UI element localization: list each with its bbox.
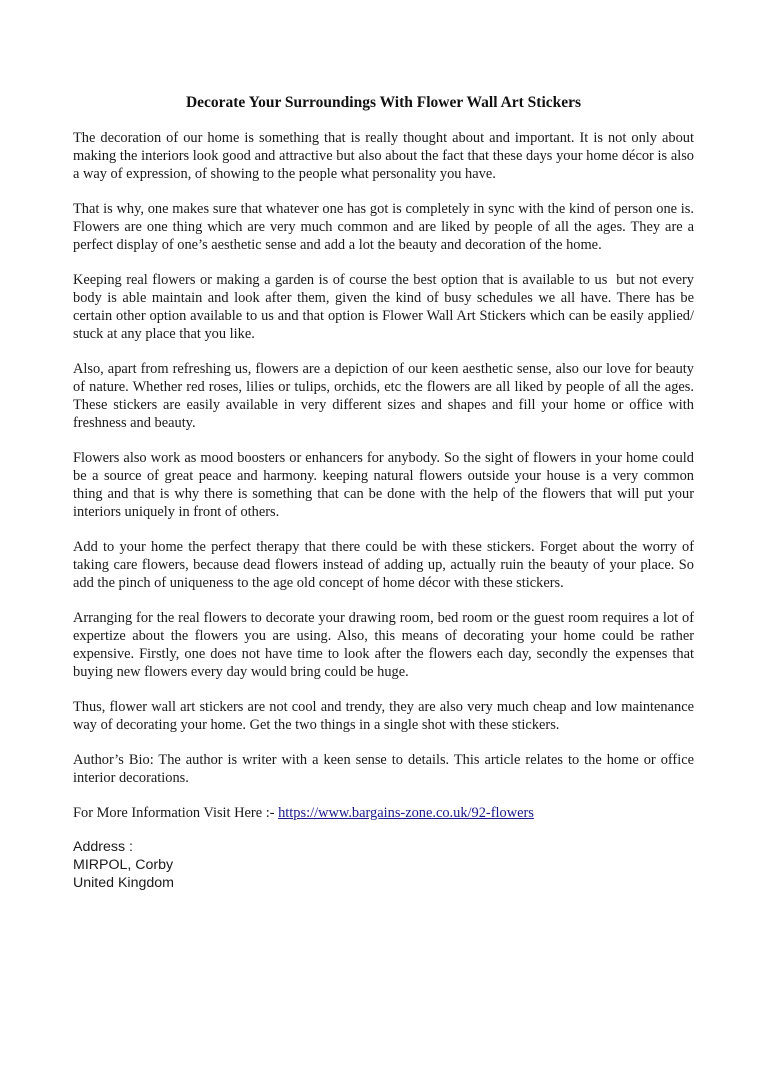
paragraph-7: Arranging for the real flowers to decorate your drawing room, bed room or the guest room requires a lot of expertize about the flowers you are using. Also, this means of decorating your home could be rather expensive. Firstly, one does not have time to look after the flowers each day, secondly the expenses that buying new flowers every day would bring could be huge. (73, 610, 698, 680)
address-heading: Address : (73, 839, 133, 855)
address-line-2: United Kingdom (73, 875, 174, 891)
paragraph-3: Keeping real flowers or making a garden is of course the best option that is available to us but not every body is able maintain and look after them, given the kind of busy schedules we all have. There has be certain other option available to us and that option is Flower Wall Art Stickers which can be easily applied/ stuck at any place that you like. (73, 272, 698, 342)
address-block (73, 838, 694, 892)
paragraph-2: That is why, one makes sure that whatever one has got is completely in sync with the kind of person one is. Flowers are one thing which are very much common and are liked by people of all the ages. They are a perfect display of one’s aesthetic sense and add a lot the beauty and decoration of the home. (73, 201, 698, 253)
paragraph-6: Add to your home the perfect therapy that there could be with these stickers. Forget about the worry of taking care flowers, because dead flowers instead of adding up, actually ruin the beauty of your place. So add the pinch of uniqueness to the age old concept of home décor with these stickers. (73, 539, 698, 591)
author-bio: Author’s Bio: The author is writer with a keen sense to details. This article relates to the home or office interior decorations. (73, 752, 698, 786)
more-info-link[interactable]: https://www.bargains-zone.co.uk/92-flowers (278, 805, 534, 821)
document-page (73, 93, 702, 892)
more-info-label: For More Information Visit Here :- (73, 805, 279, 821)
paragraph-4: Also, apart from refreshing us, flowers are a depiction of our keen aesthetic sense, also our love for beauty of nature. Whether red roses, lilies or tulips, orchids, etc the flowers are all liked by people of all the ages. These stickers are easily available in very different sizes and shapes and fill your home or office with freshness and beauty. (73, 361, 702, 431)
more-info-line (73, 804, 694, 822)
paragraph-1: The decoration of our home is something that is really thought about and important. It is not only about making the interiors look good and attractive but also about the fact that these days your home décor is also a way of expression, of showing to the people what personality you have. (73, 130, 698, 182)
paragraph-5: Flowers also work as mood boosters or enhancers for anybody. So the sight of flowers in your home could be a source of great peace and harmony. keeping natural flowers outside your house is a very common thing and that is why there is something that can be done with the help of the flowers that will put your interiors uniquely in front of others. (73, 450, 698, 520)
document-title: Decorate Your Surroundings With Flower Wall Art Stickers (185, 94, 582, 111)
paragraph-8: Thus, flower wall art stickers are not cool and trendy, they are also very much cheap and low maintenance way of decorating your home. Get the two things in a single shot with these stickers. (73, 699, 698, 733)
address-line-1: MIRPOL, Corby (73, 857, 174, 873)
